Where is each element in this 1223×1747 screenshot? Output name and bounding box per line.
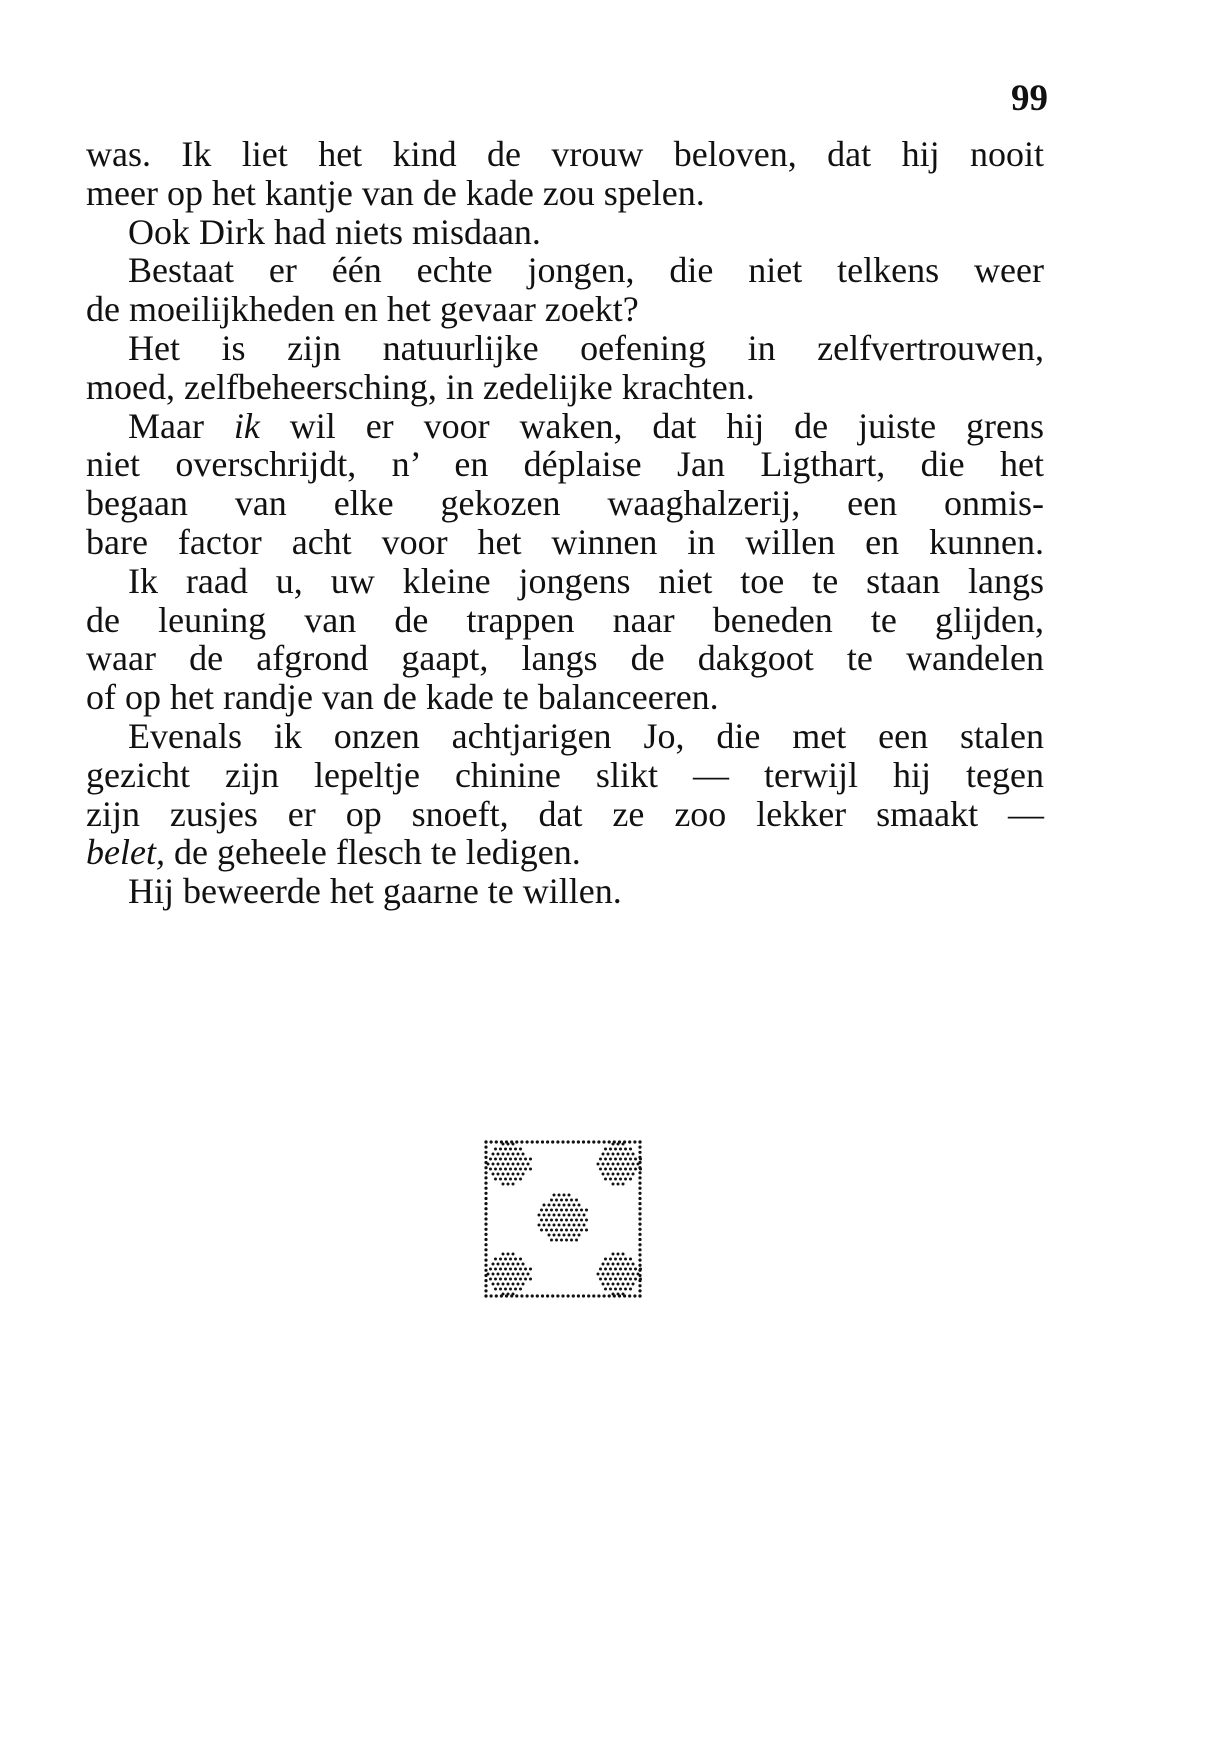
emphasis-belet: belet, [86,832,165,873]
text-line-8: Maar ik wil er voor waken, dat hij de juiste grens [128,405,1044,446]
text-line-20: Hij beweerde het gaarne te willen. [128,871,622,912]
text-line-12: Ik raad u, uw kleine jongens niet toe te staan langs [128,560,1044,601]
text-line-13: de leuning van de trappen naar beneden te glijden, [86,599,1044,640]
text-line-2: meer op het kantje van de kade zou spelen. [86,172,705,213]
dotted-square-ornament-icon [482,1138,644,1300]
emphasis-ik: ik [233,405,260,446]
text-line-10: begaan van elke gekozen waaghalzerij, een onmis- [86,483,1044,524]
body-text [86,135,1044,911]
text-line-16: Evenals ik onzen achtjarigen Jo, die met een stalen [128,715,1044,756]
text-line-15: of op het randje van de kade te balanceeren. [86,677,719,718]
text-line-7: moed, zelfbeheersching, in zedelijke krachten. [86,366,755,407]
text-line-18: zijn zusjes er op snoeft, dat ze zoo lekker smaakt — [86,793,1044,834]
text-line-14: waar de afgrond gaapt, langs de dakgoot te wandelen [86,638,1044,679]
text-line-5: de moeilijkheden en het gevaar zoekt? [86,289,639,330]
text-line-11: bare factor acht voor het winnen in willen en kunnen. [86,521,1044,562]
text-line-3: Ook Dirk had niets misdaan. [128,211,541,252]
text-line-19: belet, de geheele flesch te ledigen. [86,832,581,873]
text-line-1: was. Ik liet het kind de vrouw beloven, dat hij nooit [86,134,1044,174]
text-line-17: gezicht zijn lepeltje chinine slikt — terwijl hij tegen [86,754,1044,795]
text-line-6: Het is zijn natuurlijke oefening in zelfvertrouwen, [128,327,1044,368]
text-line-4: Bestaat er één echte jongen, die niet telkens weer [128,250,1044,291]
page-number: 99 [1011,78,1048,119]
text-line-9: niet overschrijdt, n’ en déplaise Jan Ligthart, die het [86,444,1044,485]
